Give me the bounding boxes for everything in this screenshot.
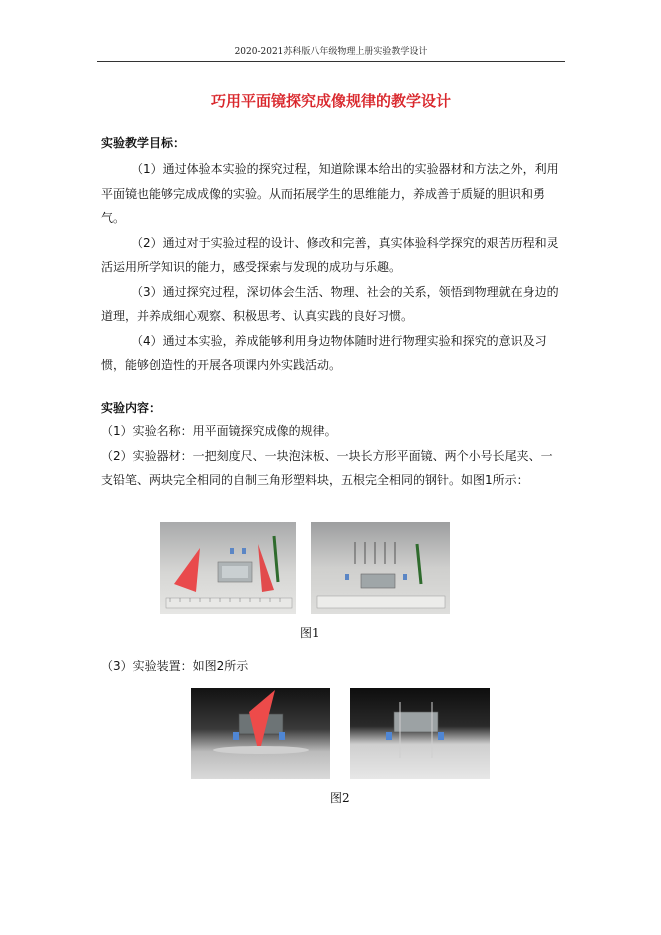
header-rule	[97, 61, 565, 62]
content-body	[101, 419, 563, 493]
goal-item-3: （3）通过探究过程，深切体会生活、物理、社会的关系，领悟到物理就在身边的道理，并养成细心观察、积极思考、认真实践的良好习惯。	[101, 284, 559, 323]
figure1-left-image	[160, 522, 296, 614]
goals-heading: 实验教学目标：	[101, 136, 186, 150]
figure1-right-image	[311, 522, 450, 614]
content-item-2: （2）实验器材：一把刻度尺、一块泡沫板、一块长方形平面镜、两个小号长尾夹、一支铅笔、两块完全相同的自制三角形塑料块，五根完全相同的钢针。如图1所示：	[101, 448, 553, 487]
figure2-left-image	[191, 688, 330, 779]
goals-body	[101, 157, 563, 378]
figure2-photo-left	[191, 688, 330, 779]
content-heading: 实验内容：	[101, 401, 162, 415]
goal-item-4: （4）通过本实验，养成能够利用身边物体随时进行物理实验和探究的意识及习惯，能够创造性的开展各项课内外实践活动。	[101, 333, 547, 372]
content-item-3: （3）实验装置：如图2所示	[101, 659, 249, 673]
content-item-1: （1）实验名称：用平面镜探究成像的规律。	[101, 424, 337, 438]
page-header: 2020-2021苏科版八年级物理上册实验教学设计	[234, 47, 428, 57]
figure1-caption: 图1	[300, 626, 320, 640]
goal-item-2: （2）通过对于实验过程的设计、修改和完善，真实体验科学探究的艰苦历程和灵活运用所学知识的能力，感受探索与发现的成功与乐趣。	[101, 235, 559, 274]
figure1-photo-left	[160, 522, 296, 614]
figure1-photo-right	[311, 522, 450, 614]
figure2-right-image	[350, 688, 490, 779]
goal-item-1: （1）通过体验本实验的探究过程，知道除课本给出的实验器材和方法之外，利用平面镜也能够完成成像的实验。从而拓展学生的思维能力，养成善于质疑的胆识和勇气。	[101, 162, 559, 225]
figure2-caption: 图2	[330, 791, 350, 805]
page-title: 巧用平面镜探究成像规律的教学设计	[210, 92, 451, 110]
figure2-photo-right	[350, 688, 490, 779]
